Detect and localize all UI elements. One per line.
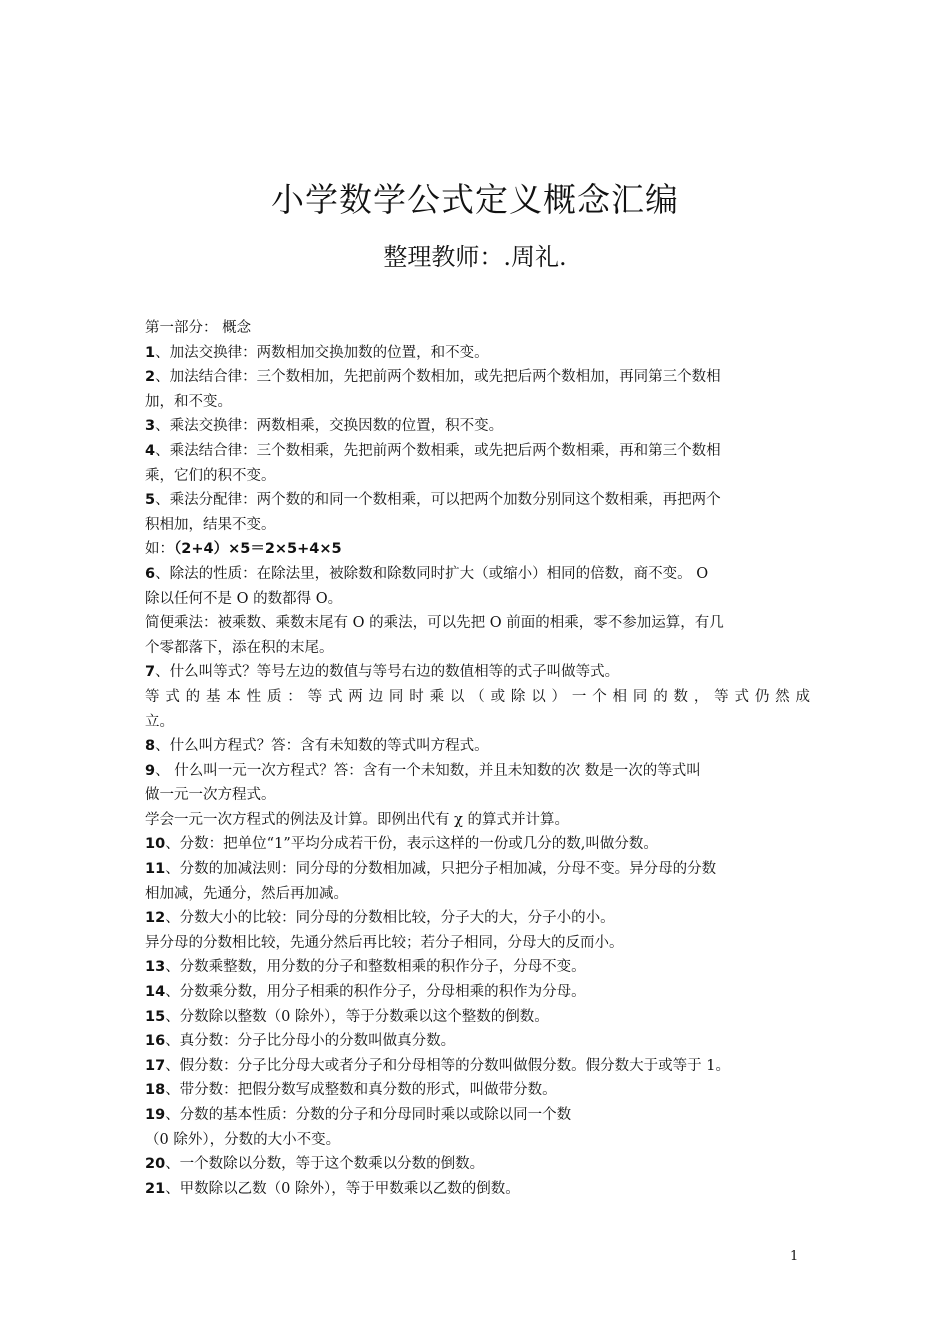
line-text: 异分母的分数相比较，先通分然后再比较；若分子相同，分母大的反而小。 [145, 934, 624, 951]
item-number: 6 [145, 565, 156, 582]
line-text: 学会一元一次方程式的例法及计算。即例出代有 χ 的算式并计算。 [145, 811, 570, 828]
line-text: 、 什么叫一元一次方程式？答：含有一个未知数，并且未知数的次 数是一次的等式叫 [155, 762, 701, 779]
text-line [145, 562, 810, 587]
text-line [145, 1152, 810, 1177]
line-text: 简便乘法：被乘数、乘数末尾有 O 的乘法，可以先把 O 前面的相乘，零不参加运算，有几 [145, 615, 724, 632]
text-line [145, 832, 810, 857]
text-line [145, 537, 810, 562]
item-number: 18 [145, 1082, 166, 1099]
text-line [145, 1005, 810, 1030]
line-text: 、分数的基本性质：分数的分子和分母同时乘以或除以同一个数 [165, 1107, 572, 1123]
text-line [145, 906, 810, 931]
item-number: 15 [145, 1008, 166, 1025]
item-number: 7 [145, 664, 156, 681]
page-number: 1 [790, 1249, 799, 1264]
item-number: 5 [145, 492, 156, 509]
line-text: 、真分数：分子比分母小的分数叫做真分数。 [165, 1033, 456, 1050]
text-line [145, 955, 810, 980]
line-text: 、加法交换律：两数相加交换加数的位置，和不变。 [155, 344, 489, 361]
item-number: 11 [145, 861, 166, 878]
item-number: 10 [145, 836, 166, 853]
text-line [145, 1177, 810, 1202]
line-text: 、乘法结合律：三个数相乘，先把前两个数相乘，或先把后两个数相乘，再和第三个数相 [155, 442, 721, 459]
text-line [145, 882, 810, 907]
text-line [145, 513, 810, 538]
line-text: 、分数乘分数，用分子相乘的积作分子，分母相乘的积作为分母。 [165, 984, 586, 1001]
text-line [145, 341, 810, 366]
line-text: 除以任何不是 O 的数都得 O。 [145, 590, 343, 607]
item-number: 2 [145, 369, 156, 386]
item-number: 1 [145, 344, 156, 361]
text-line [145, 636, 810, 661]
item-number: 19 [145, 1107, 166, 1123]
line-text: 第一部分： 概念 [145, 320, 252, 336]
line-text: 、带分数：把假分数写成整数和真分数的形式，叫做带分数。 [165, 1082, 557, 1099]
text-line [145, 931, 810, 956]
line-text: 积相加，结果不变。 [145, 516, 276, 533]
text-line [145, 783, 810, 808]
document-title: 小学数学公式定义概念汇编 [271, 180, 679, 219]
line-text: 、假分数：分子比分母大或者分子和分母相等的分数叫做假分数。假分数大于或等于 1。 [165, 1057, 731, 1074]
item-number: 13 [145, 959, 166, 976]
line-text: 、分数：把单位“1”平均分成若干份，表示这样的一份或几分的数,叫做分数。 [165, 836, 658, 853]
line-text: 如： [145, 541, 174, 558]
text-line [145, 1103, 810, 1128]
item-number: 21 [145, 1180, 166, 1197]
line-text: 、乘法交换律：两数相乘，交换因数的位置，积不变。 [155, 418, 504, 435]
item-number: 9 [145, 762, 156, 779]
text-line [145, 857, 810, 882]
line-text: 立。 [145, 713, 174, 730]
text-line [145, 1078, 810, 1103]
item-number: 12 [145, 910, 166, 927]
text-line [145, 1029, 810, 1054]
text-line [145, 1128, 810, 1153]
line-text: 、分数大小的比较：同分母的分数相比较，分子大的大，分子小的小。 [165, 910, 615, 927]
document-body [145, 316, 810, 1201]
text-line [145, 660, 810, 685]
line-text: （0 除外），分数的大小不变。 [145, 1131, 341, 1148]
text-line [145, 685, 810, 710]
formula-example: （2+4）×5＝2×5+4×5 [174, 541, 342, 558]
text-line [145, 1054, 810, 1079]
item-number: 20 [145, 1156, 166, 1173]
item-number: 8 [145, 738, 156, 755]
text-line [145, 734, 810, 759]
text-line [145, 587, 810, 612]
item-number: 3 [145, 418, 156, 435]
line-text: 、甲数除以乙数（0 除外），等于甲数乘以乙数的倒数。 [165, 1180, 520, 1197]
text-line [145, 710, 810, 735]
item-number: 17 [145, 1057, 166, 1074]
text-line [145, 464, 810, 489]
line-text: 相加减，先通分，然后再加减。 [145, 885, 348, 902]
line-text: 个零都落下，添在积的末尾。 [145, 639, 334, 656]
line-text: 、乘法分配律：两个数的和同一个数相乘，可以把两个加数分别同这个数相乘，再把两个 [155, 492, 721, 509]
text-line [145, 316, 810, 341]
line-text: 、一个数除以分数，等于这个数乘以分数的倒数。 [165, 1156, 485, 1173]
text-line [145, 414, 810, 439]
item-number: 4 [145, 442, 156, 459]
item-number: 14 [145, 984, 166, 1001]
line-text: 乘，它们的积不变。 [145, 467, 276, 484]
line-text: 等式的基本性质：等式两边同时乘以（或除以）一个相同的数，等式仍然成 [145, 688, 810, 705]
line-text: 加，和不变。 [145, 393, 232, 410]
text-line [145, 390, 810, 415]
item-number: 16 [145, 1033, 166, 1050]
line-text: 、分数乘整数，用分数的分子和整数相乘的积作分子，分母不变。 [165, 959, 586, 976]
text-line [145, 611, 810, 636]
line-text: 、分数的加减法则：同分母的分数相加减，只把分子相加减，分母不变。异分母的分数 [165, 861, 717, 878]
text-line [145, 488, 810, 513]
text-line [145, 365, 810, 390]
document-subtitle: 整理教师：.周礼. [383, 243, 567, 271]
line-text: 、什么叫方程式？答：含有未知数的等式叫方程式。 [155, 738, 489, 755]
text-line [145, 980, 810, 1005]
text-line [145, 808, 810, 833]
line-text: 做一元一次方程式。 [145, 787, 276, 804]
line-text: 、除法的性质：在除法里，被除数和除数同时扩大（或缩小）相同的倍数，商不变。 O [155, 565, 709, 582]
text-line [145, 759, 810, 784]
line-text: 、加法结合律：三个数相加，先把前两个数相加，或先把后两个数相加，再同第三个数相 [155, 369, 721, 386]
text-line [145, 439, 810, 464]
line-text: 、分数除以整数（0 除外），等于分数乘以这个整数的倒数。 [165, 1008, 549, 1025]
line-text: 、什么叫等式？等号左边的数值与等号右边的数值相等的式子叫做等式。 [155, 664, 620, 681]
